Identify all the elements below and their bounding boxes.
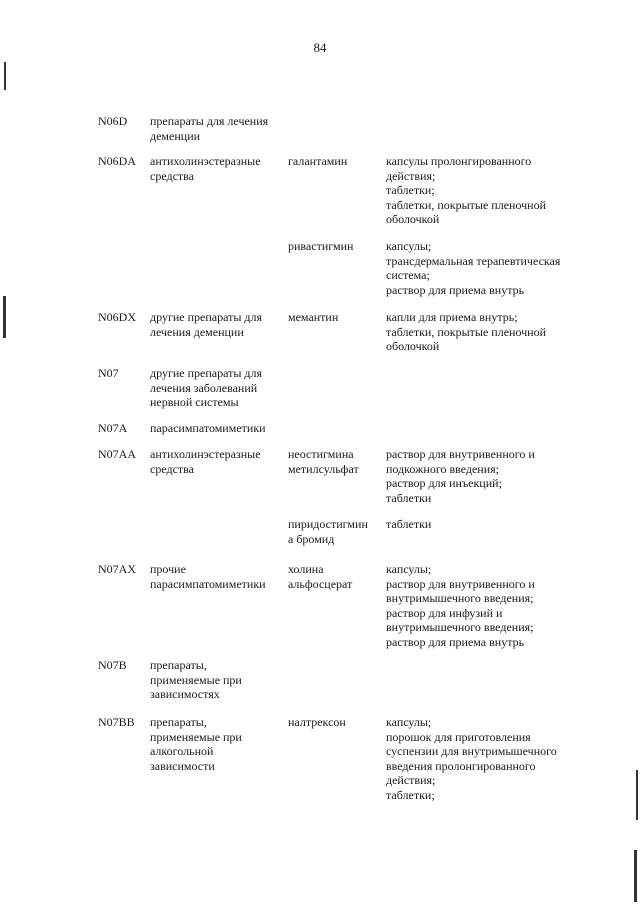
dosage-forms-line: система;	[386, 268, 430, 282]
dosage-forms-cell	[386, 562, 586, 649]
group-name-cell	[150, 447, 282, 476]
dosage-forms-cell	[386, 154, 586, 227]
atc-code-cell: N06D	[98, 114, 128, 128]
drug-name-line: неостигмина	[288, 447, 354, 461]
drug-name-cell	[288, 517, 380, 546]
dosage-forms-line: введения пролонгированного	[386, 758, 536, 773]
atc-code-cell: N07BB	[98, 715, 135, 729]
dosage-forms-line: раствор для инфузий и	[386, 605, 503, 620]
dosage-forms-line: капсулы пролонгированного	[386, 154, 532, 168]
group-name-line: зависимостях	[150, 687, 220, 701]
group-name-line: нервной системы	[150, 395, 239, 409]
drug-name-cell	[288, 239, 380, 254]
drug-name-cell	[288, 447, 380, 476]
group-name-line: средства	[150, 168, 195, 183]
dosage-forms-line: раствор для приема внутрь	[386, 634, 525, 649]
dosage-forms-line: капсулы;	[386, 715, 432, 729]
dosage-forms-line: действия;	[386, 773, 436, 787]
group-name-cell	[150, 715, 282, 773]
group-name-cell	[150, 114, 282, 143]
drug-name-line: альфосцерат	[288, 576, 353, 591]
dosage-forms-line: таблетки;	[386, 183, 435, 197]
dosage-forms-line: капли для приема внутрь;	[386, 310, 518, 324]
drug-name-line: пиридостигмин	[288, 517, 368, 531]
group-name-cell	[150, 154, 282, 183]
dosage-forms-line: внутримышечного введения;	[386, 591, 534, 605]
dosage-forms-line: таблетки, покрытые пленочной	[386, 197, 547, 212]
drug-name-line: налтрексон	[288, 715, 346, 729]
group-name-line: парасимпатомиметики	[150, 421, 266, 435]
dosage-forms-cell	[386, 447, 586, 505]
group-name-line: препараты,	[150, 658, 207, 672]
group-name-line: препараты для лечения	[150, 114, 269, 128]
drug-name-cell	[288, 562, 380, 591]
group-name-line: препараты,	[150, 715, 207, 729]
dosage-forms-line: внутримышечного введения;	[386, 620, 534, 634]
group-name-line: алкогольной	[150, 744, 214, 758]
drug-name-cell	[288, 715, 380, 730]
group-name-line: лечения заболеваний	[150, 380, 258, 395]
group-name-cell	[150, 562, 282, 591]
group-name-line: зависимости	[150, 758, 215, 773]
group-name-line: антихолинэстеразные	[150, 447, 261, 461]
group-name-line: лечения деменции	[150, 324, 244, 339]
dosage-forms-line: таблетки;	[386, 787, 435, 802]
dosage-forms-line: порошок для приготовления	[386, 729, 531, 744]
dosage-forms-line: капсулы;	[386, 562, 432, 576]
dosage-forms-line: таблетки	[386, 517, 432, 531]
scan-edge-mark	[636, 770, 638, 820]
drug-name-line: мемантин	[288, 310, 339, 324]
group-name-line: деменции	[150, 128, 201, 143]
dosage-forms-line: раствор для внутривенного и	[386, 576, 535, 591]
page-number: 84	[313, 40, 327, 55]
dosage-forms-cell	[386, 310, 586, 354]
group-name-cell	[150, 310, 282, 339]
group-name-line: парасимпатомиметики	[150, 576, 266, 591]
dosage-forms-line: раствор для приема внутрь	[386, 282, 525, 297]
dosage-forms-line: суспензии для внутримышечного	[386, 744, 557, 758]
drug-name-line: ривастигмин	[288, 239, 354, 253]
dosage-forms-line: оболочкой	[386, 212, 440, 226]
scan-edge-mark	[3, 296, 6, 338]
dosage-forms-cell	[386, 239, 586, 297]
group-name-cell	[150, 421, 282, 436]
dosage-forms-line: оболочкой	[386, 339, 440, 353]
drug-name-line: а бромид	[288, 531, 335, 546]
atc-code-cell: N07	[98, 366, 119, 380]
scan-edge-mark	[4, 62, 6, 90]
dosage-forms-line: раствор для инъекций;	[386, 476, 502, 490]
drug-name-cell	[288, 310, 380, 325]
drug-name-cell	[288, 154, 380, 169]
dosage-forms-line: таблетки	[386, 490, 432, 505]
group-name-line: средства	[150, 461, 195, 476]
group-name-line: применяемые при	[150, 729, 242, 744]
drug-name-line: холина	[288, 562, 324, 576]
group-name-line: прочие	[150, 562, 186, 576]
dosage-forms-line: трансдермальная терапевтическая	[386, 253, 561, 268]
atc-code-cell: N06DX	[98, 310, 136, 324]
atc-code-cell: N07A	[98, 421, 128, 435]
dosage-forms-line: таблетки, покрытые пленочной	[386, 324, 547, 339]
group-name-line: другие препараты для	[150, 310, 263, 324]
dosage-forms-line: действия;	[386, 168, 436, 183]
dosage-forms-line: раствор для внутривенного и	[386, 447, 535, 461]
group-name-line: антихолинэстеразные	[150, 154, 261, 168]
scan-edge-mark	[634, 850, 637, 902]
drug-name-line: галантамин	[288, 154, 348, 168]
atc-code-cell: N07B	[98, 658, 127, 672]
group-name-line: другие препараты для	[150, 366, 263, 380]
drug-name-line: метилсульфат	[288, 461, 359, 476]
atc-code-cell: N07AA	[98, 447, 136, 461]
group-name-cell	[150, 658, 282, 702]
group-name-cell	[150, 366, 282, 410]
dosage-forms-cell	[386, 517, 586, 532]
group-name-line: применяемые при	[150, 672, 242, 687]
atc-code-cell: N06DA	[98, 154, 136, 168]
dosage-forms-line: подкожного введения;	[386, 461, 499, 476]
dosage-forms-line: капсулы;	[386, 239, 432, 253]
atc-code-cell: N07AX	[98, 562, 136, 576]
dosage-forms-cell	[386, 715, 586, 802]
